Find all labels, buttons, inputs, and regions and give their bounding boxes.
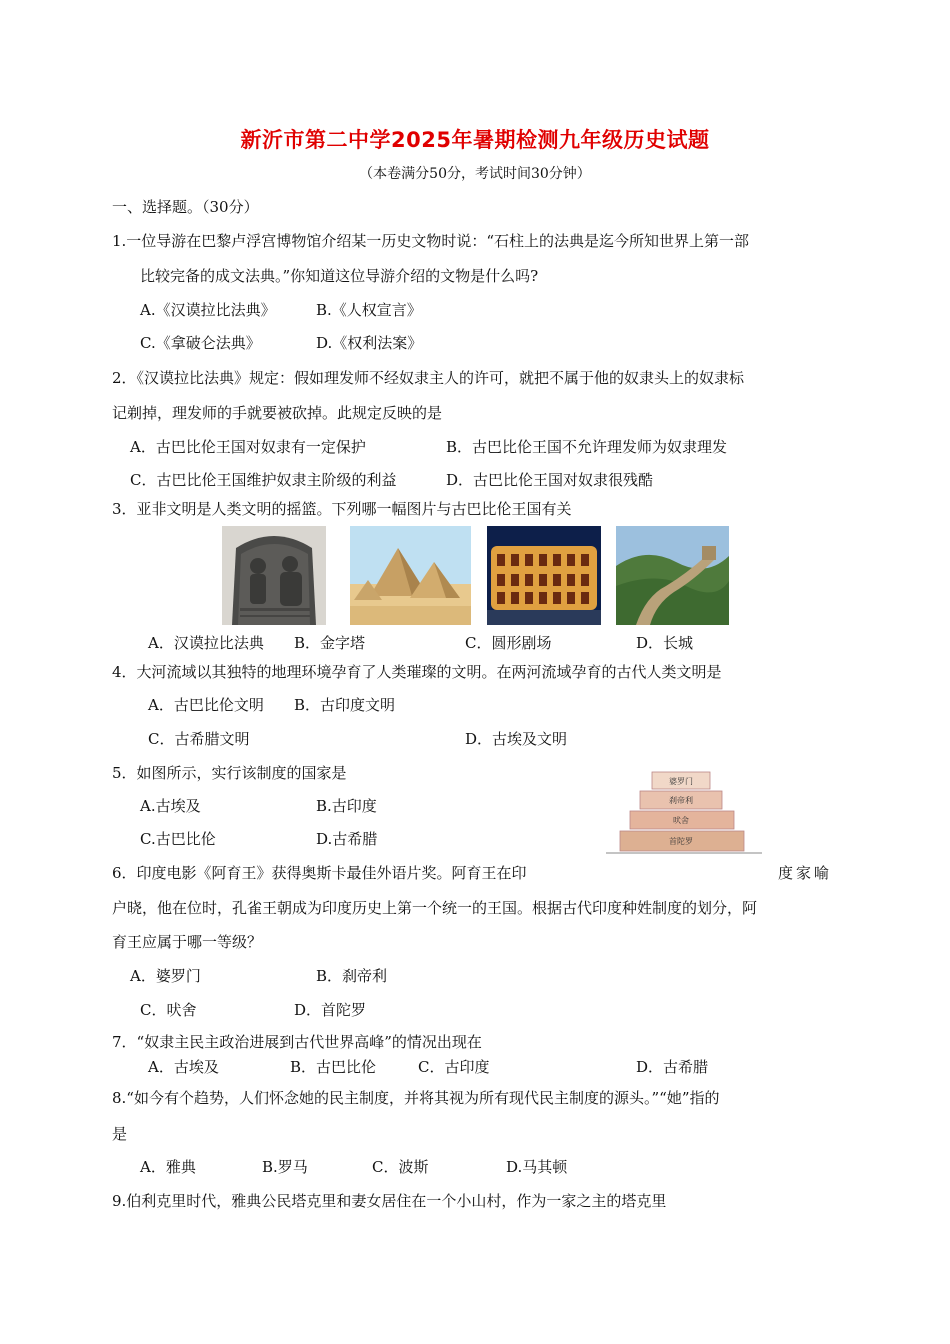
q2-option-a: A．古巴比伦王国对奴隶有一定保护 (130, 438, 366, 456)
q4-stem: 4．大河流域以其独特的地理环境孕育了人类璀璨的文明。在两河流域孕育的古代人类文明是 (112, 663, 722, 681)
q4-option-c: C．古希腊文明 (148, 730, 250, 748)
q3-option-b: B．金字塔 (294, 634, 366, 652)
q1-stem-line1: 1.一位导游在巴黎卢浮宫博物馆介绍某一历史文物时说：“石柱上的法典是迄今所知世界上第一部 (112, 232, 749, 250)
q2-option-d: D．古巴比伦王国对奴隶很残酷 (446, 471, 654, 489)
q8-option-c: C．波斯 (372, 1158, 429, 1176)
q7-option-d: D．古希腊 (636, 1058, 709, 1076)
caste-level-3: 吠舍 (673, 816, 689, 825)
q6-stem-line1b: 度家喻 (778, 864, 833, 882)
q2-stem-line2: 记剃掉，理发师的手就要被砍掉。此规定反映的是 (112, 404, 443, 422)
q4-option-b: B．古印度文明 (294, 696, 396, 714)
q6-option-b: B．刹帝利 (316, 967, 388, 985)
q2-option-b: B．古巴比伦王国不允许理发师为奴隶理发 (446, 438, 728, 456)
q7-option-c: C．古印度 (418, 1058, 490, 1076)
q5-option-c: C.古巴比伦 (140, 830, 216, 848)
q4-option-a: A．古巴比伦文明 (148, 696, 264, 714)
q5-option-d: D.古希腊 (316, 830, 378, 848)
caste-level-1: 婆罗门 (669, 777, 693, 786)
caste-pyramid-diagram (606, 768, 762, 856)
caste-level-4: 首陀罗 (669, 837, 693, 846)
q3-stem: 3．亚非文明是人类文明的摇篮。下列哪一幅图片与古巴比伦王国有关 (112, 500, 572, 518)
q4-option-d: D．古埃及文明 (465, 730, 568, 748)
q3-option-c: C．圆形剧场 (465, 634, 552, 652)
q7-stem: 7．“奴隶主民主政治进展到古代世界高峰”的情况出现在 (112, 1033, 482, 1051)
q8-option-b: B.罗马 (262, 1158, 308, 1176)
q1-option-c: C.《拿破仑法典》 (140, 334, 261, 352)
q6-stem-line2: 户晓，他在位时，孔雀王朝成为印度历史上第一个统一的王国。根据古代印度种姓制度的划分，阿 (112, 899, 758, 917)
code-of-hammurabi-image (222, 526, 326, 625)
q7-option-a: A．古埃及 (148, 1058, 219, 1076)
q5-option-a: A.古埃及 (140, 797, 201, 815)
great-wall-image (616, 526, 729, 625)
exam-subtitle: （本卷满分50分，考试时间30分钟） (359, 166, 591, 182)
q6-option-d: D．首陀罗 (294, 1001, 367, 1019)
q8-stem-line2: 是 (112, 1125, 128, 1143)
q8-stem-line1: 8.“如今有个趋势，人们怀念她的民主制度，并将其视为所有现代民主制度的源头。”“她”指的 (112, 1089, 720, 1107)
q5-stem: 5．如图所示，实行该制度的国家是 (112, 764, 347, 782)
q7-option-b: B．古巴比伦 (290, 1058, 377, 1076)
section-heading: 一、选择题。（30分） (112, 198, 259, 216)
q8-option-d: D.马其顿 (506, 1158, 568, 1176)
q1-option-a: A.《汉谟拉比法典》 (140, 301, 276, 319)
q6-option-a: A．婆罗门 (130, 967, 201, 985)
pyramids-image (350, 526, 471, 625)
q2-option-c: C．古巴比伦王国维护奴隶主阶级的利益 (130, 471, 397, 489)
q9-stem-line1: 9.伯利克里时代，雅典公民塔克里和妻女居住在一个小山村，作为一家之主的塔克里 (112, 1192, 667, 1210)
q6-stem-line3: 育王应属于哪一等级？ (112, 933, 263, 951)
q3-option-d: D．长城 (636, 634, 694, 652)
q1-stem-line2: 比较完备的成文法典。”你知道这位导游介绍的文物是什么吗? (140, 267, 539, 285)
caste-level-2: 刹帝利 (669, 796, 693, 805)
q1-option-b: B.《人权宣言》 (316, 301, 422, 319)
q6-stem-line1a: 6．印度电影《阿育王》获得奥斯卡最佳外语片奖。阿育王在印 (112, 864, 527, 882)
q3-option-a: A．汉谟拉比法典 (148, 634, 264, 652)
q8-option-a: A．雅典 (140, 1158, 196, 1176)
q1-option-d: D.《权利法案》 (316, 334, 423, 352)
colosseum-image (487, 526, 601, 625)
q5-option-b: B.古印度 (316, 797, 377, 815)
exam-title: 新沂市第二中学2025年暑期检测九年级历史试题 (240, 128, 710, 152)
q6-option-c: C．吠舍 (140, 1001, 197, 1019)
q2-stem-line1: 2．《汉谟拉比法典》规定：假如理发师不经奴隶主人的许可，就把不属于他的奴隶头上的奴隶标 (112, 369, 745, 387)
